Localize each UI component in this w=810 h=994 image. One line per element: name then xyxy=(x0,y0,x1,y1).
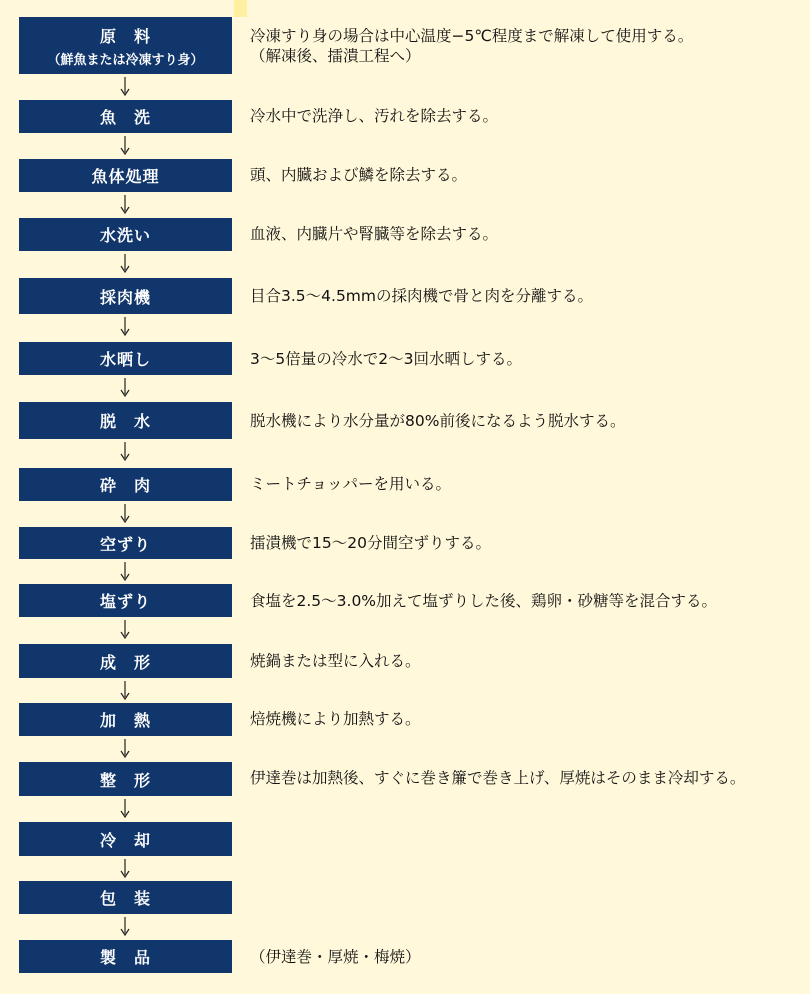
down-arrow-icon xyxy=(117,76,133,97)
step-label: 砕 肉 xyxy=(99,476,151,495)
step-description: 冷凍すり身の場合は中心温度−5℃程度まで解凍して使用する。 （解凍後、擂潰工程へ） xyxy=(250,27,694,65)
step-label: 冷 却 xyxy=(99,830,151,850)
down-arrow-icon xyxy=(117,194,133,215)
down-arrow-icon xyxy=(117,561,133,582)
down-arrow-icon xyxy=(117,377,133,398)
step-description: 脱水機により水分量が80%前後になるよう脱水する。 xyxy=(250,412,626,430)
step-box xyxy=(19,218,232,251)
down-arrow-icon xyxy=(117,916,133,937)
step-box xyxy=(19,940,232,973)
step-description: 血液、内臓片や腎臓等を除去する。 xyxy=(250,225,499,243)
step-box xyxy=(19,703,232,736)
step-label: 魚体処理 xyxy=(91,167,160,186)
step-description: 擂潰機で15～20分間空ずりする。 xyxy=(250,534,491,552)
down-arrow-icon xyxy=(117,798,133,819)
step-description: 食塩を2.5～3.0%加えて塩ずりした後、鶏卵・砂糖等を混合する。 xyxy=(250,592,718,610)
step-description: 目合3.5～4.5mmの採肉機で骨と肉を分離する。 xyxy=(250,287,593,305)
down-arrow-icon xyxy=(117,680,133,701)
step-description: 冷水中で洗浄し、汚れを除去する。 xyxy=(250,107,499,125)
step-box xyxy=(19,159,232,192)
step-box xyxy=(19,278,232,314)
step-description: 3～5倍量の冷水で2～3回水晒しする。 xyxy=(250,350,522,368)
step-box xyxy=(19,584,232,617)
step-box xyxy=(19,881,232,914)
step-description: 頭、内臓および鱗を除去する。 xyxy=(250,166,468,184)
step-description: 焼鍋または型に入れる。 xyxy=(250,652,421,670)
step-label: 水晒し xyxy=(99,350,151,369)
step-label: 採肉機 xyxy=(99,287,151,307)
step-box xyxy=(19,100,232,133)
step-label: 魚 洗 xyxy=(99,108,151,127)
down-arrow-icon xyxy=(117,316,133,337)
down-arrow-icon xyxy=(117,253,133,274)
step-box xyxy=(19,644,232,678)
step-box xyxy=(19,402,232,439)
step-label: 原 料 xyxy=(99,26,151,46)
step-label: 加 熱 xyxy=(99,711,151,730)
step-label: 成 形 xyxy=(99,652,151,672)
down-arrow-icon xyxy=(117,858,133,879)
step-label: 整 形 xyxy=(99,770,151,790)
step-sublabel: （鮮魚または冷凍すり身） xyxy=(47,52,204,68)
down-arrow-icon xyxy=(117,738,133,759)
step-description: ミートチョッパーを用いる。 xyxy=(250,475,452,493)
down-arrow-icon xyxy=(117,135,133,156)
step-label: 脱 水 xyxy=(99,412,151,431)
step-label: 空ずり xyxy=(99,534,151,554)
step-box xyxy=(19,17,232,74)
step-description: （伊達巻・厚焼・梅焼） xyxy=(250,948,421,966)
down-arrow-icon xyxy=(117,441,133,462)
step-description: 焙焼機により加熱する。 xyxy=(250,710,421,728)
step-box xyxy=(19,468,232,501)
step-label: 製 品 xyxy=(99,948,151,967)
decoration-block xyxy=(234,0,247,17)
step-box xyxy=(19,342,232,375)
down-arrow-icon xyxy=(117,503,133,524)
step-description: 伊達巻は加熱後、すぐに巻き簾で巻き上げ、厚焼はそのまま冷却する。 xyxy=(250,769,746,787)
step-box xyxy=(19,762,232,796)
step-box xyxy=(19,527,232,559)
step-label: 塩ずり xyxy=(99,592,151,611)
step-label: 包 装 xyxy=(99,889,151,908)
step-label: 水洗い xyxy=(99,226,151,245)
down-arrow-icon xyxy=(117,619,133,640)
step-box xyxy=(19,822,232,856)
